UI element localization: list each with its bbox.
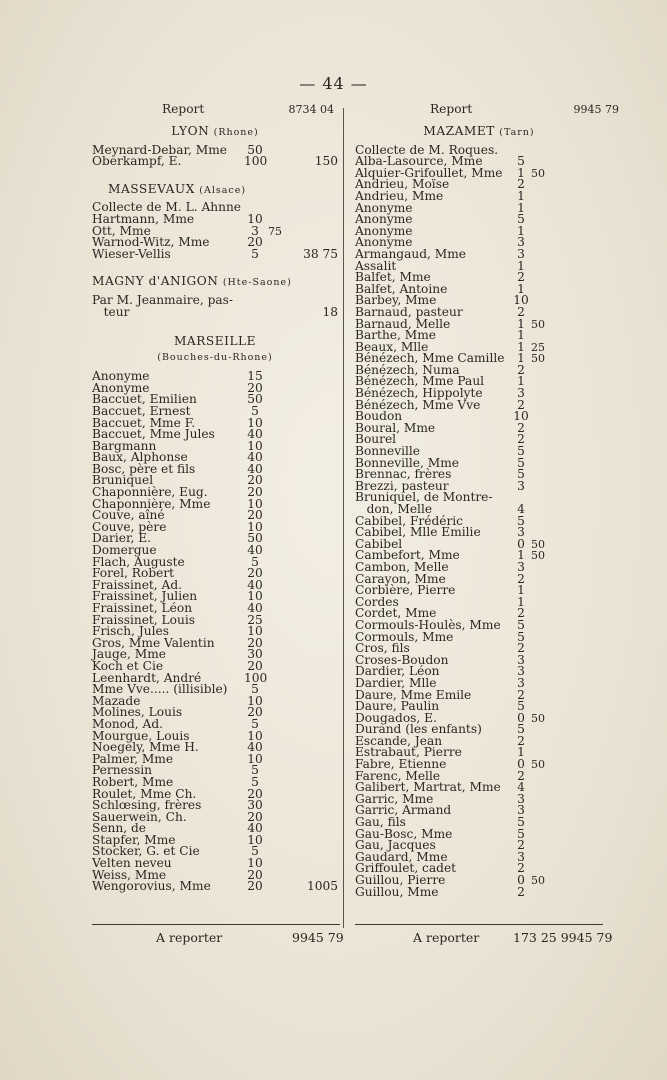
amount: 10 [247, 856, 263, 871]
section-region: (Rhone) [213, 127, 259, 138]
amount: 5 [517, 154, 525, 169]
left-column [92, 104, 338, 903]
donor-name: Baccuet, Mme Jules [92, 427, 215, 442]
donor-name: Anonyme [355, 212, 413, 227]
amount: 40 [247, 821, 263, 836]
amount: 10 [247, 438, 263, 453]
column-divider [343, 108, 344, 928]
donor-name: Escande, Jean [355, 733, 443, 748]
amount: 4 [517, 780, 525, 795]
donor-name: Anonyme [355, 223, 413, 238]
donor-name: Guillou, Mme [355, 884, 439, 899]
amount: 5 [251, 763, 259, 778]
amount-cents: 50 [531, 758, 545, 772]
donor-name: Domergue [92, 543, 157, 558]
amount: 3 [517, 652, 525, 667]
right-sections [355, 126, 603, 908]
section-city: LYON [171, 124, 210, 138]
section-title [92, 181, 338, 197]
donor-name: Farenc, Melle [355, 768, 441, 783]
amount: 2 [517, 432, 525, 447]
donor-name: Cormouls, Mme [355, 629, 454, 644]
donor-name: Senn, de [92, 821, 147, 836]
list-item [92, 246, 338, 261]
donor-name: Assalit [355, 258, 397, 273]
donor-name: Monod, Ad. [92, 716, 164, 731]
amount: 3 [517, 246, 525, 261]
donor-name: Cabibel, Frédéric [355, 513, 464, 528]
section-region: (Hte-Saone) [222, 277, 292, 289]
donor-name: Chaponnière, Eug. [92, 485, 208, 500]
section-city: MARSEILLE [173, 334, 257, 349]
amount: 1 [517, 200, 525, 215]
donor-name: Dougados, E. [355, 710, 437, 725]
amount-cents: 75 [268, 224, 282, 238]
donor-name: Weiss, Mme [92, 867, 167, 882]
donor-name: Mourgue, Louis [92, 728, 190, 743]
amount: 20 [247, 879, 263, 894]
amount: 40 [247, 427, 263, 442]
donor-name: Beaux, Mlle [355, 339, 429, 354]
donor-name: Durand (les enfants) [355, 722, 482, 737]
amount-cents: 50 [531, 166, 545, 180]
donor-name: Brennac, frères [355, 467, 452, 482]
amount: 3 [517, 386, 525, 401]
subtotal: 1005 [306, 879, 338, 894]
donor-name: Pernessin [92, 763, 153, 778]
donor-name: Fraissinet, Ad. [92, 577, 183, 592]
amount: 5 [517, 444, 525, 459]
amount: 20 [247, 705, 263, 720]
donor-name: Bargmann [92, 438, 157, 453]
footer-value: 9945 79 [292, 930, 344, 945]
amount: 10 [513, 293, 529, 308]
amount: 20 [247, 635, 263, 650]
amount: 5 [517, 212, 525, 227]
amount: 2 [517, 641, 525, 656]
donor-name: Boudon [355, 409, 403, 424]
donor-name: Bénézech, Mme Camille [355, 351, 505, 366]
section-region: (Tarn) [499, 127, 535, 138]
donor-name: Bruniquel [92, 473, 154, 488]
amount: 20 [247, 809, 263, 824]
amount: 1 [517, 281, 525, 296]
amount: 1 [517, 548, 525, 563]
section-title [92, 276, 338, 289]
section-gap [92, 318, 338, 328]
amount: 5 [251, 554, 259, 569]
donor-name: Galibert, Martrat, Mme [355, 780, 501, 795]
donor-name: Palmer, Mme [92, 751, 174, 766]
amount: 1 [517, 258, 525, 273]
amount: 2 [517, 884, 525, 899]
section-gap [92, 260, 338, 270]
amount: 2 [517, 362, 525, 377]
donor-name: Anonyme [92, 380, 150, 395]
amount: 5 [251, 403, 259, 418]
amount: 2 [517, 177, 525, 192]
donor-name: Barthe, Mme [355, 328, 437, 343]
donor-name: Wengorovius, Mme [92, 879, 211, 894]
donor-name: Mazade [92, 693, 141, 708]
donor-name: Armangaud, Mme [355, 246, 467, 261]
amount: 1 [517, 339, 525, 354]
amount: 3 [517, 478, 525, 493]
donor-name: Fabre, Etienne [355, 757, 447, 772]
donor-name: Garric, Armand [355, 803, 452, 818]
amount: 2 [517, 270, 525, 285]
amount: 10 [247, 832, 263, 847]
amount: 1 [517, 745, 525, 760]
donor-name: Cabibel [355, 536, 403, 551]
donor-name: Bourel [355, 432, 397, 447]
amount: 1 [517, 165, 525, 180]
donor-name: Daure, Paulin [355, 699, 440, 714]
amount: 40 [247, 461, 263, 476]
amount: 20 [247, 235, 263, 250]
donor-name: Fraissinet, Julien [92, 589, 198, 604]
section-region: (Alsace) [199, 184, 247, 196]
amount: 15 [247, 369, 263, 384]
footer-label: A reporter [156, 930, 223, 945]
donor-name: Collecte de M. L. Ahnne [92, 200, 241, 215]
donor-name: Darier, E. [92, 531, 151, 546]
amount: 50 [247, 142, 263, 157]
amount: 10 [247, 519, 263, 534]
amount: 10 [247, 624, 263, 639]
amount: 2 [517, 687, 525, 702]
donor-name: Balfet, Mme [355, 270, 431, 285]
donor-name: Gau, Jacques [355, 838, 436, 853]
section-city: MAZAMET [423, 124, 495, 138]
donor-name: Frisch, Jules [92, 624, 169, 639]
donor-name: Forel, Robert [92, 566, 175, 581]
donor-name: Barnaud, pasteur [355, 304, 463, 319]
footer-label: A reporter [413, 930, 480, 945]
subtotal: 150 [314, 154, 338, 169]
amount: 50 [247, 531, 263, 546]
amount: 20 [247, 380, 263, 395]
section-title [92, 334, 338, 365]
amount: 10 [247, 693, 263, 708]
amount: 5 [251, 246, 259, 261]
amount-cents: 50 [531, 711, 545, 725]
amount: 1 [517, 316, 525, 331]
donor-name: Baux, Alphonse [92, 450, 188, 465]
amount: 10 [513, 409, 529, 424]
donor-name: Croses-Boudon [355, 652, 449, 667]
amount: 5 [517, 513, 525, 528]
amount: 5 [517, 467, 525, 482]
amount: 3 [517, 235, 525, 250]
amount: 5 [251, 774, 259, 789]
donor-name: Guillou, Pierre [355, 873, 446, 887]
footer-rule [92, 924, 340, 925]
donor-name: Stapfer, Mme [92, 832, 176, 847]
donor-name: Jauge, Mme [92, 647, 167, 662]
donor-name: Gau, fils [355, 815, 406, 830]
amount: 4 [517, 502, 525, 516]
section-gap [92, 893, 338, 903]
amount: 2 [517, 420, 525, 435]
amount: 5 [517, 722, 525, 737]
amount: 30 [247, 798, 263, 813]
section-gap [355, 898, 603, 908]
donor-name: Noegely, Mme H. [92, 740, 199, 755]
donor-name: Gau-Bosc, Mme [355, 826, 453, 841]
donor-name: Bénézech, Mme Vve [355, 397, 481, 412]
amount: 0 [517, 536, 525, 551]
donor-name: Chaponnière, Mme [92, 496, 211, 511]
amount: 0 [517, 710, 525, 725]
report-label: Report [430, 102, 473, 116]
list-item [92, 881, 338, 893]
amount: 5 [251, 844, 259, 859]
amount: 20 [247, 508, 263, 523]
amount: 1 [517, 594, 525, 609]
donor-name: Oberkampf, E. [92, 154, 182, 169]
section-region: (Bouches-du-Rhone) [157, 352, 273, 364]
amount: 30 [247, 647, 263, 662]
donor-name: Anonyme [355, 235, 413, 250]
amount: 20 [247, 473, 263, 488]
donor-name: Balfet, Antoine [355, 281, 448, 296]
donor-name: Cambefort, Mme [355, 548, 460, 563]
amount: 10 [247, 415, 263, 430]
left-sections [92, 126, 338, 903]
section-city: MAGNY d'ANIGON [92, 274, 219, 289]
donor-name: Andrieu, Mme [355, 188, 444, 203]
donor-name: Anonyme [355, 200, 413, 215]
donor-name: Gaudard, Mme [355, 849, 448, 864]
donor-name: Andrieu, Moïse [355, 177, 450, 192]
amount: 100 [244, 154, 268, 169]
amount: 1 [517, 351, 525, 366]
amount: 3 [517, 664, 525, 679]
donor-name: Stocker, G. et Cie [92, 844, 200, 859]
donor-name: Collecte de M. Roques. [355, 142, 499, 157]
donor-name: Boural, Mme [355, 420, 436, 435]
donor-name: Gros, Mme Valentin [92, 635, 215, 650]
amount: 5 [517, 826, 525, 841]
donor-name: Robert, Mme [92, 774, 174, 789]
donor-name: Cormouls-Houlès, Mme [355, 617, 501, 632]
amount: 20 [247, 867, 263, 882]
footer-value: 173 25 9945 79 [513, 930, 613, 945]
amount: 3 [517, 675, 525, 690]
amount: 10 [247, 728, 263, 743]
amount: 10 [247, 589, 263, 604]
donor-name: Cabibel, Mlle Emilie [355, 525, 481, 540]
donor-name: Estrabaut, Pierre [355, 745, 462, 760]
amount: 100 [244, 670, 268, 685]
donor-name: Ott, Mme [92, 223, 151, 238]
amount: 5 [517, 699, 525, 714]
report-line [355, 102, 619, 118]
donor-name: Sauerwein, Ch. [92, 809, 187, 824]
donor-name: Fraissinet, Louis [92, 612, 195, 627]
donor-name: Bénézech, Numa [355, 362, 460, 377]
donor-name: Anonyme [92, 369, 150, 384]
list-item [355, 884, 603, 899]
donor-name: Brezzi, pasteur [355, 478, 449, 493]
amount: 1 [517, 223, 525, 238]
donor-name: Mme Vve..... (illisible) [92, 682, 228, 697]
donor-name: don, Melle [355, 502, 433, 516]
donor-name: Bosc, père et fils [92, 461, 196, 476]
amount: 50 [247, 392, 263, 407]
donor-name: Cordet, Mme [355, 606, 437, 621]
donor-name: Bonneville, Mme [355, 455, 459, 470]
amount: 20 [247, 485, 263, 500]
donor-name: Couve, père [92, 519, 167, 534]
donor-name: Wieser-Vellis [92, 246, 171, 261]
amount: 10 [247, 496, 263, 511]
donor-name: Dardier, Léon [355, 664, 440, 679]
donor-name: Molines, Louis [92, 705, 183, 720]
amount: 5 [517, 617, 525, 632]
amount: 3 [517, 803, 525, 818]
amount: 10 [247, 211, 263, 226]
subtotal: 38 75 [303, 246, 338, 261]
amount: 10 [247, 751, 263, 766]
section-title [92, 126, 338, 139]
amount-cents: 25 [531, 340, 545, 354]
donor-name: Corbière, Pierre [355, 583, 456, 598]
amount: 3 [517, 849, 525, 864]
donor-name: Couve, aîné [92, 508, 165, 523]
donor-name: Griffoulet, cadet [355, 861, 457, 876]
amount: 2 [517, 733, 525, 748]
donor-name: Meynard-Debar, Mme [92, 142, 227, 157]
amount: 5 [517, 455, 525, 470]
donor-name: Bénézech, Hippolyte [355, 386, 483, 401]
donor-name: Velten neveu [92, 856, 172, 871]
amount: 40 [247, 601, 263, 615]
amount-cents: 50 [531, 352, 545, 366]
report-value: 9945 79 [573, 103, 619, 116]
amount: 5 [517, 815, 525, 830]
donor-name: Alquier-Grifoullet, Mme [355, 165, 503, 180]
amount: 3 [251, 223, 259, 238]
donor-name: Alba-Lasource, Mme [355, 154, 483, 169]
amount: 3 [517, 559, 525, 574]
amount: 5 [251, 682, 259, 697]
donor-name: teur [92, 304, 130, 319]
donor-name: Leenhardt, André [92, 670, 202, 685]
donor-name: Bruniquel, de Montre- [355, 490, 493, 505]
donor-name: Flach, Auguste [92, 554, 185, 569]
subtotal: 18 [322, 304, 338, 319]
donor-name: Cros, fils [355, 641, 410, 656]
donor-name: Roulet, Mme Ch. [92, 786, 197, 801]
donor-name: Bénézech, Mme Paul [355, 374, 485, 389]
amount: 40 [247, 450, 263, 465]
donor-name: Baccuet, Ernest [92, 403, 191, 418]
donor-name: Warnod-Witz, Mme [92, 235, 210, 250]
section-gap [92, 168, 338, 178]
amount: 25 [247, 612, 263, 627]
section-city: MASSEVAUX [108, 181, 195, 196]
report-label: Report [162, 102, 205, 116]
donor-name: Hartmann, Mme [92, 211, 195, 226]
donor-name: Barnaud, Melle [355, 316, 451, 331]
amount: 0 [517, 757, 525, 772]
list-item [92, 156, 338, 168]
amount-cents: 50 [531, 874, 545, 887]
amount-cents: 50 [531, 537, 545, 551]
right-column [355, 102, 619, 908]
amount: 2 [517, 571, 525, 586]
amount: 1 [517, 583, 525, 598]
amount: 1 [517, 188, 525, 203]
amount-cents: 50 [531, 317, 545, 331]
donor-name: Carayon, Mme [355, 571, 446, 586]
amount: 5 [251, 716, 259, 731]
amount: 0 [517, 873, 525, 887]
amount: 2 [517, 861, 525, 876]
donor-name: Bonneville [355, 444, 420, 459]
donor-name: Par M. Jeanmaire, pas- [92, 292, 234, 307]
amount: 2 [517, 397, 525, 412]
amount-cents: 50 [531, 549, 545, 563]
donor-name: Fraissinet, Léon [92, 601, 193, 615]
donor-name: Garric, Mme [355, 791, 434, 806]
amount: 40 [247, 543, 263, 558]
donor-name: Koch et Cie [92, 658, 164, 673]
footer-rule [355, 924, 603, 925]
amount: 3 [517, 525, 525, 540]
amount: 3 [517, 791, 525, 806]
donor-name: Barbey, Mme [355, 293, 437, 308]
amount: 2 [517, 606, 525, 621]
amount: 2 [517, 838, 525, 853]
donor-name: Daure, Mme Emile [355, 687, 472, 702]
donor-name: Schlœsing, frères [92, 798, 202, 813]
report-value: 8734 04 [288, 103, 334, 116]
donor-name: Baccuet, Mme F. [92, 415, 196, 430]
list-item [92, 304, 338, 319]
amount: 5 [517, 629, 525, 644]
amount: 20 [247, 566, 263, 581]
report-line [92, 104, 338, 118]
amount: 20 [247, 786, 263, 801]
donor-name: Dardier, Mlle [355, 675, 437, 690]
section-title [355, 126, 603, 139]
amount: 40 [247, 577, 263, 592]
donor-name: Cordes [355, 594, 399, 609]
amount: 1 [517, 328, 525, 343]
amount: 20 [247, 658, 263, 673]
amount: 2 [517, 768, 525, 783]
donor-name: Baccuet, Emilien [92, 392, 197, 407]
amount: 1 [517, 374, 525, 389]
page-number: — 44 — [299, 74, 368, 93]
donor-name: Cambon, Melle [355, 559, 449, 574]
amount: 40 [247, 740, 263, 755]
amount: 2 [517, 304, 525, 319]
